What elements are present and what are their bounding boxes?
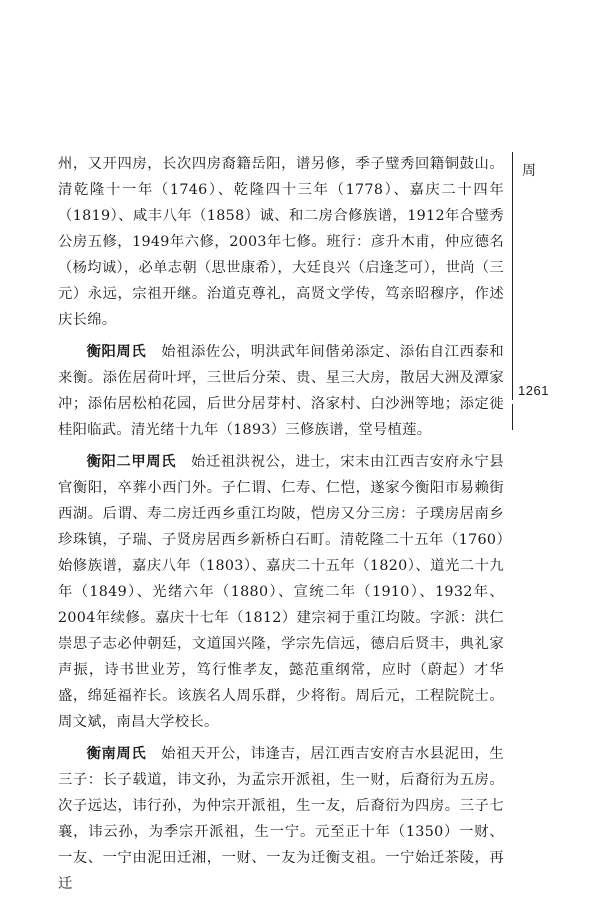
paragraph-hengyang-erjia-zhou (58, 449, 504, 735)
paragraph-text: 始祖天开公，讳逢吉，居江西吉安府吉水县泥田，生三子：长子载道，讳文孙，为孟宗开派祖，生一财，后裔衍为五房。次子远达，讳行孙，为仲宗开派祖，生一友，后裔衍为四房。三子七襄，讳云孙，为季宗开派祖，生一宁。元至正十年（1350）一财、一友、一宁由泥田迁湘，一财、一友为迁衡支祖。一宁始迁茶陵，再迁 (58, 746, 505, 892)
paragraph-text: 始祖添佐公，明洪武年间偕弟添定、添佑自江西泰和来衡。添佐居荷叶坪，三世后分荣、贵、星三大房，散居大洲及潭家冲；添佑居松柏花园，后世分居芽村、洛家村、白沙洲等地；添定徙桂阳临武。清光绪十九年（1893）三修族谱，堂号植莲。 (58, 344, 505, 438)
paragraph-hengyang-zhou (58, 339, 504, 443)
paragraph-hengnan-zhou (58, 741, 504, 897)
clan-name: 衡阳二甲周氏 (86, 454, 177, 470)
clan-name: 衡南周氏 (86, 746, 147, 762)
paragraph-continuation (58, 151, 504, 333)
paragraph-text: 始迁祖洪祝公，进士，宋末由江西吉安府永宁县官衡阳，卒葬小西门外。子仁谓、仁寿、仁恺，遂家今衡阳市易赖街西湖。后谓、寿二房迁西乡重江均陂，恺房又分三房：子璞房居南乡珍珠镇，子瑞、子贤房居西乡新桥白石町。清乾隆二十五年（1760）始修族谱，嘉庆八年（1803）、嘉庆二十五年（1820）、道光二十九年（1849）、光绪六年（1880）、宣统二年（1910）、1932年、2004年续修。嘉庆十七年（1812）建宗祠于重江均陂。字派：洪仁崇思子志必仲朝廷，文道国兴隆，学宗先信远，德启后贤丰，典礼家声振，诗书世业芳，笃行惟孝友，懿范重纲常，应时（蔚起）才华盛，绵延福祚长。该族名人周乐群，少将衔。周后元，工程院院士。周文斌，南昌大学校长。 (58, 454, 504, 730)
running-head: 周 (522, 163, 536, 179)
clan-name: 衡阳周氏 (86, 344, 147, 360)
margin-rule-lower (512, 404, 513, 430)
margin-rule (512, 152, 513, 400)
body-text (58, 151, 504, 903)
paragraph-text: 州，又开四房，长次四房裔籍岳阳，谱另修，季子璧秀回籍铜鼓山。清乾隆十一年（1746）、乾隆四十三年（1778）、嘉庆二十四年（1819）、咸丰八年（1858）诚、和二房合修族谱，1912年合璧秀公房五修，1949年六修，2003年七修。班行：彦升木甫，仲应德名（杨均诚），必单志朝（思世康希），大廷良兴（启逢芝可），世尚（三元）永远，宗祖开继。治道克尊礼，高贤文学传，笃亲昭穆序，作述庆长绵。 (58, 156, 504, 328)
page-number: 1261 (518, 383, 549, 398)
